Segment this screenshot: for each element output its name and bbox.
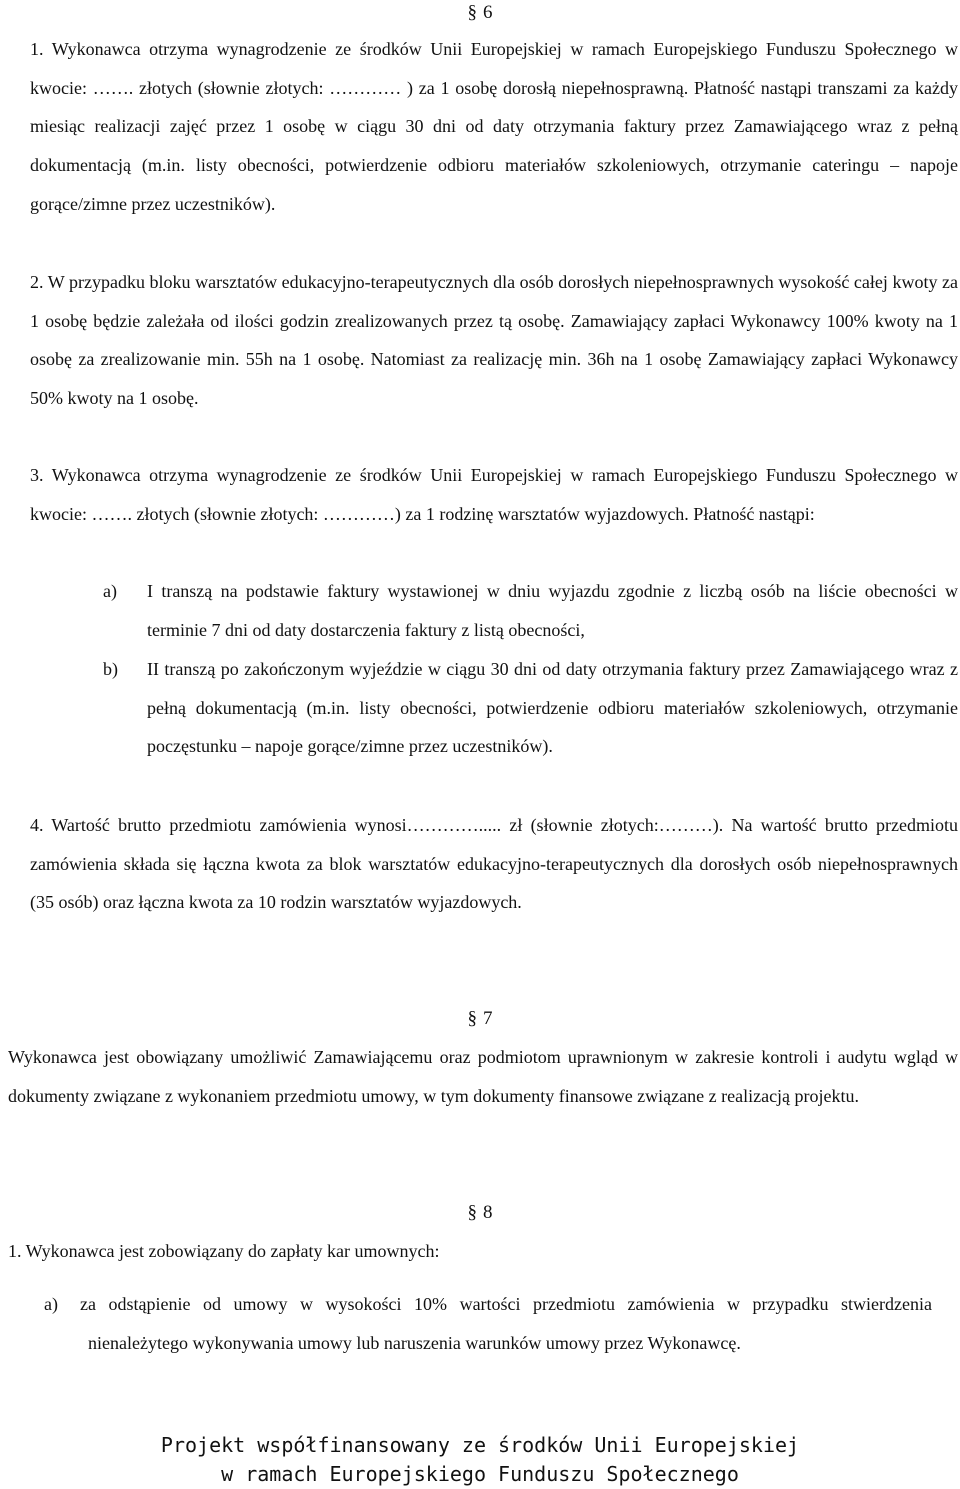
- section-8-paragraph-1: 1. Wykonawca jest zobowiązany do zapłaty kar umownych:: [8, 1241, 440, 1261]
- section-number: 7: [483, 1008, 493, 1029]
- item-text: II transzą po zakończonym wyjeździe w ciągu 30 dni od daty otrzymania faktury przez Zamawiającego wraz z pełną dokumentacją (m.in. listy obecności, potwierdzenie odbioru materiałów szkoleniowych, otrzymanie poczęstunku – napoje gorące/zimne przez uczestników).: [147, 659, 958, 757]
- item-label: a): [103, 581, 117, 601]
- section-7-heading: [0, 1008, 960, 1030]
- section-7-paragraph: Wykonawca jest obowiązany umożliwić Zamawiającemu oraz podmiotom uprawnionym w zakresie kontroli i audytu wgląd w dokumenty związane z wykonaniem przedmiotu umowy, w tym dokumenty finansowe związane z realizacją projektu.: [8, 1047, 958, 1106]
- section-symbol: §: [467, 1202, 477, 1223]
- item-text: za odstąpienie od umowy w wysokości 10% wartości przedmiotu zamówienia w przypadku stwierdzenia nienależytego wykonywania umowy lub naruszenia warunków umowy przez Wykonawcę.: [80, 1294, 932, 1353]
- item-text: I transzą na podstawie faktury wystawionej w dniu wyjazdu zgodnie z liczbą osób na liście obecności w terminie 7 dni od daty dostarczenia faktury z listą obecności,: [147, 581, 958, 640]
- section-6-paragraph-4: 4. Wartość brutto przedmiotu zamówienia wynosi…………..... zł (słownie złotych:………). Na wartość brutto przedmiotu zamówienia składa się łączna kwota za blok warsztatów edukacyjno-terapeutycznych dla dorosłych osób niepełnosprawnych (35 osób) oraz łączna kwota za 10 rodzin warsztatów wyjazdowych.: [30, 815, 958, 913]
- section-8-heading: [0, 1202, 960, 1224]
- item-label: b): [103, 659, 118, 679]
- section-6-paragraph-2: 2. W przypadku bloku warsztatów edukacyjno-terapeutycznych dla osób dorosłych niepełnosprawnych wysokość całej kwoty za 1 osobę będzie zależała od ilości godzin zrealizowanych przez tą osobę. Zamawiający zapłaci Wykonawcy 100% kwoty na 1 osobę za zrealizowanie min. 55h na 1 osobę. Natomiast za realizację min. 36h na 1 osobę Zamawiający zapłaci Wykonawcy 50% kwoty na 1 osobę.: [30, 272, 958, 409]
- section-8-item-a: [44, 1285, 932, 1362]
- section-6-item-b: [103, 650, 958, 766]
- page-footer: [0, 1431, 960, 1489]
- item-label: a): [44, 1294, 58, 1314]
- footer-line-2: w ramach Europejskiego Funduszu Społecznego: [221, 1462, 739, 1486]
- section-number: 6: [483, 2, 493, 23]
- section-symbol: §: [467, 2, 477, 23]
- section-number: 8: [483, 1202, 493, 1223]
- section-6-paragraph-3: 3. Wykonawca otrzyma wynagrodzenie ze środków Unii Europejskiej w ramach Europejskiego Funduszu Społecznego w kwocie: ……. złotych (słownie złotych: …………) za 1 rodzinę warsztatów wyjazdowych. Płatność nastąpi:: [30, 465, 958, 524]
- footer-line-1: Projekt współfinansowany ze środków Unii Europejskiej: [160, 1433, 800, 1457]
- section-6-heading: [0, 2, 960, 24]
- section-6-item-a: [103, 572, 958, 649]
- section-symbol: §: [467, 1008, 477, 1029]
- section-6-paragraph-1: 1. Wykonawca otrzyma wynagrodzenie ze środków Unii Europejskiej w ramach Europejskiego Funduszu Społecznego w kwocie: ……. złotych (słownie złotych: ………… ) za 1 osobę dorosłą niepełnosprawną. Płatność nastąpi transzami za każdy miesiąc realizacji zajęć przez 1 osobę w ciągu 30 dni od daty otrzymania faktury przez Zamawiającego wraz z pełną dokumentacją (m.in. listy obecności, potwierdzenie odbioru materiałów szkoleniowych, otrzymanie cateringu – napoje gorące/zimne przez uczestników).: [30, 39, 958, 214]
